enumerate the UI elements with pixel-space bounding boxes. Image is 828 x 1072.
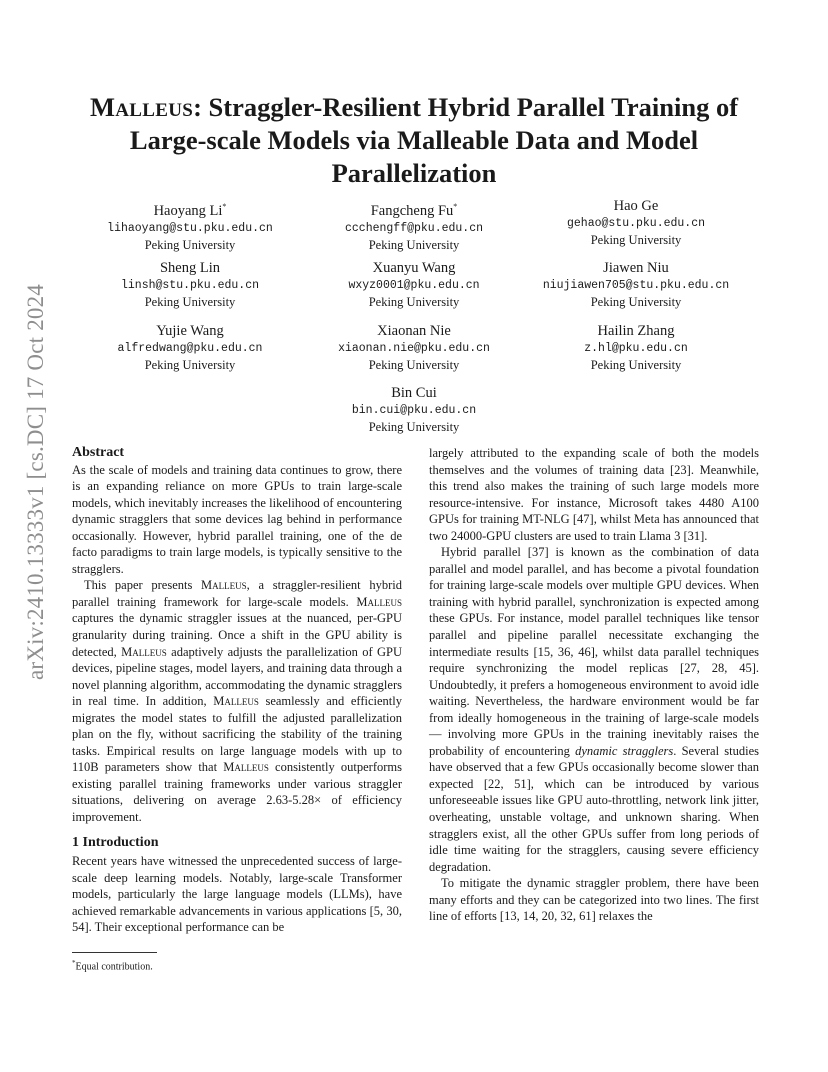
body-paragraph-2: Hybrid parallel [37] is known as the combination of data parallel and model parallel, and has become a pivotal foundation for training large-scale models over multiple GPU devices. When training with hybrid parallel, synchronization is expected among these GPUs. For instance, model parallel techniques like tensor parallel and pipeline parallel necessitate exchanging the intermediate results [15, 36, 46], whilst data parallel techniques require synchronizing the model replicas [27, 28, 45]. Undoubtedly, it prefers a homogeneous environment to avoid idle waiting. Nevertheless, the hardware environment would be far from ideally homogeneous in the training of large-scale models — involving more GPUs in the training inevitably raises the probability of encountering dynamic stragglers. Several studies have observed that a few GPUs occasionally become slower than expected [22, 51], which can be introduced by various unforeseeable issues like GPU auto-throttling, network link jitter, overheating, unstable voltage, and unknown sharing. When stragglers exist, all the other GPUs suffer from long periods of idle time waiting for the stragglers, causing severe efficiency degradation. <box>429 545 759 874</box>
system-name: Malleus <box>213 694 259 709</box>
arxiv-identifier <box>0 0 60 1072</box>
author-affiliation: Peking University <box>590 233 682 247</box>
author-affiliation: Peking University <box>368 358 460 372</box>
author-affiliation: Peking University <box>144 358 236 372</box>
author-affiliation: Peking University <box>144 295 236 309</box>
author-affiliation: Peking University <box>368 295 460 309</box>
author-email: bin.cui@pku.edu.cn <box>351 404 477 417</box>
abstract-paragraph-2: This paper presents Malleus, a straggler-resilient hybrid parallel training framework for large-scale models. Malleus captures the dynamic straggler issues at the nuanced, per-GPU granularity during training. Once a shift in the GPU ability is detected, Malleus adaptively adjusts the parallelization of GPU devices, pipeline stages, model layers, and training data through a novel planning algorithm, accommodating the dynamic stragglers in real time. In addition, Malleus seamlessly and efficiently migrates the model states to fulfill the adjusted parallelization plan on the fly, without sacrificing the stability of the training tasks. Empirical results on large language models with up to 110B parameters show that Malleus consistently outperforms existing parallel training frameworks under various straggler situations, delivering on average 2.63-5.28× of efficiency improvement. <box>72 578 402 825</box>
author-affiliation: Peking University <box>590 295 682 309</box>
abstract-heading: Abstract <box>72 445 125 460</box>
arxiv-id-text: arXiv:2410.13333v1 [cs.DC] 17 Oct 2024 <box>23 284 48 680</box>
author-name: Haoyang Li* <box>153 202 227 219</box>
author-card <box>516 259 756 310</box>
introduction-heading: 1 Introduction <box>72 834 159 850</box>
body-paragraph-3: To mitigate the dynamic straggler problem, there have been many efforts and they can be categorized into two lines. The first line of efforts [13, 14, 20, 32, 61] relaxes the <box>429 876 759 924</box>
author-email: z.hl@pku.edu.cn <box>584 342 688 355</box>
author-name: Yujie Wang <box>156 323 224 339</box>
left-column <box>72 445 402 936</box>
author-email: ccchengff@pku.edu.cn <box>344 221 484 235</box>
author-card <box>516 197 756 248</box>
author-email: alfredwang@pku.edu.cn <box>117 342 263 355</box>
introduction-paragraph-1: Recent years have witnessed the unprecedented success of large-scale deep learning models. Notably, large-scale Transformer models, particularly the large language models (LLMs), have achieved remarkable advancements in various applications [5, 30, 54]. Their exceptional performance can be <box>72 854 402 935</box>
author-affiliation: Peking University <box>590 358 682 372</box>
abstract-paragraph-1: As the scale of models and training data continues to grow, there is an expanding reliance on more GPUs to train large-scale models, which inevitably increases the likelihood of encountering dynamic stragglers that some devices lag behind in performance occasionally. However, hybrid parallel training, one of the de facto paradigms to train large models, is typically sensitive to the stragglers. <box>72 462 402 576</box>
author-affiliation: Peking University <box>368 237 460 252</box>
footnote-text: Equal contribution. <box>75 961 153 973</box>
author-card <box>70 197 310 253</box>
author-name: Jiawen Niu <box>603 260 669 276</box>
system-name: Malleus <box>356 594 402 609</box>
author-name: Hailin Zhang <box>597 323 675 339</box>
emphasized-term: dynamic stragglers <box>575 743 674 758</box>
system-name: Malleus <box>201 578 247 593</box>
author-name: Xiaonan Nie <box>377 323 451 339</box>
system-name: Malleus <box>89 92 194 122</box>
author-name: Sheng Lin <box>159 260 220 276</box>
author-email: xiaonan.nie@pku.edu.cn <box>338 342 490 355</box>
author-card <box>70 259 310 310</box>
paper-title <box>70 91 758 190</box>
title-rest: : Straggler-Resilient Hybrid Parallel Training of Large-scale Models via Malleable Data and Model Parallelization <box>129 92 739 188</box>
system-name: Malleus <box>223 760 269 775</box>
author-email: linsh@stu.pku.edu.cn <box>120 279 260 292</box>
system-name: Malleus <box>121 644 167 659</box>
author-email: lihaoyang@stu.pku.edu.cn <box>107 221 273 235</box>
footnote-mark: * <box>72 959 76 967</box>
body-paragraph-1: largely attributed to the expanding scale of both the models themselves and the volumes of training data [23]. Meanwhile, this trend also makes the training of such large models more resource-intensive. For instance, Microsoft takes 4480 A100 GPUs for training MT-NLG [47], whilst Meta has announced that two 24000-GPU clusters are used to train Llama 3 [31]. <box>429 446 759 543</box>
author-name: Bin Cui <box>391 385 437 401</box>
author-email: wxyz0001@pku.edu.cn <box>348 279 480 292</box>
author-card <box>516 322 756 373</box>
author-affiliation: Peking University <box>368 420 460 434</box>
author-name: Hao Ge <box>613 198 659 214</box>
author-card <box>294 322 534 373</box>
equal-contribution-mark: * <box>222 202 227 211</box>
right-column <box>429 445 759 925</box>
author-card <box>294 259 534 310</box>
author-affiliation: Peking University <box>144 237 236 252</box>
author-name: Xuanyu Wang <box>372 260 456 276</box>
author-card <box>294 197 534 253</box>
author-card <box>70 322 310 373</box>
author-card <box>294 384 534 435</box>
author-email: gehao@stu.pku.edu.cn <box>566 217 706 230</box>
footnote <box>72 959 153 972</box>
author-email: niujiawen705@stu.pku.edu.cn <box>542 279 730 292</box>
footnote-divider <box>72 952 157 953</box>
author-name: Fangcheng Fu* <box>370 202 458 219</box>
equal-contribution-mark: * <box>453 202 458 211</box>
